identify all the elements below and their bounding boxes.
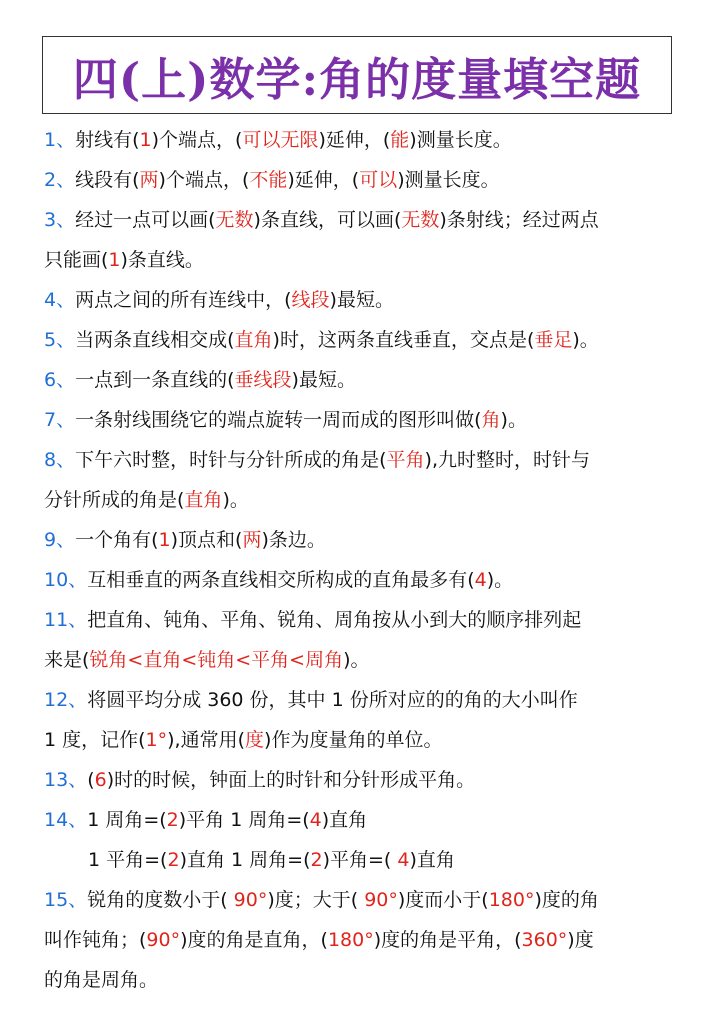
question-text: 把直角、钝角、平角、锐角、周角按从小到大的顺序排列起: [87, 609, 582, 631]
question-line: [44, 120, 684, 160]
question-number: 15、: [44, 889, 88, 911]
question-line: [44, 240, 684, 280]
question-text: )条边。: [261, 529, 326, 551]
question-line: [44, 360, 684, 400]
question-number: 2、: [44, 169, 76, 191]
answer-text: 360°: [521, 929, 568, 951]
question-text: )条直线。: [120, 249, 204, 271]
question-text: ),通常用(: [167, 729, 246, 751]
question-text: 一点到一条直线的(: [75, 369, 235, 391]
question-text: 射线有(: [75, 129, 140, 151]
answer-text: 可以无限: [242, 129, 319, 151]
answer-text: 锐角<直角<钝角<平角<周角: [89, 649, 344, 671]
question-number: 1、: [44, 129, 76, 151]
question-text: 1 平角=(: [88, 849, 168, 871]
question-text: )。: [572, 329, 599, 351]
question-text: )度的角是平角，(: [373, 929, 522, 951]
question-line: [44, 600, 684, 640]
question-text: 1 周角=(: [87, 809, 167, 831]
question-text: 分针所成的角是(: [44, 489, 185, 511]
question-text: )度: [567, 929, 594, 951]
question-number: 12、: [44, 689, 88, 711]
question-line: [44, 960, 684, 1000]
question-line: [44, 680, 684, 720]
answer-text: 能: [390, 129, 410, 151]
question-text: )延伸，(: [287, 169, 360, 191]
answer-text: 1: [158, 529, 171, 551]
question-number: 11、: [44, 609, 88, 631]
answer-text: 无数: [215, 209, 254, 231]
title-box: [42, 36, 672, 114]
question-text: )。: [500, 409, 527, 431]
answer-text: 1: [139, 129, 152, 151]
question-text: 将圆平均分成 360 份，其中 1 份所对应的的角的大小叫作: [87, 689, 578, 711]
answer-text: 90°: [233, 889, 268, 911]
question-text: )延伸，(: [318, 129, 391, 151]
question-line: [44, 880, 684, 920]
question-text: )最短。: [329, 289, 394, 311]
answer-text: 180°: [327, 929, 374, 951]
answer-text: 2: [166, 809, 179, 831]
answer-text: 4: [397, 849, 410, 871]
question-text: )直角: [409, 849, 455, 871]
question-list: [44, 120, 684, 1000]
question-text: )度的角: [534, 889, 599, 911]
question-number: 7、: [44, 409, 76, 431]
answer-text: 度: [245, 729, 265, 751]
question-text: )直角 1 周角=(: [179, 849, 311, 871]
answer-text: 2: [310, 849, 323, 871]
question-text: 一个角有(: [75, 529, 159, 551]
question-text: )度而小于(: [397, 889, 489, 911]
question-text: )测量长度。: [409, 129, 512, 151]
question-text: )度；大于(: [267, 889, 365, 911]
question-text: (: [87, 769, 95, 791]
question-text: )。: [222, 489, 249, 511]
question-line: [44, 560, 684, 600]
question-number: 9、: [44, 529, 76, 551]
answer-text: 平角: [386, 449, 425, 471]
question-text: ),九时整时，时针与: [424, 449, 590, 471]
question-text: )平角=(: [322, 849, 398, 871]
question-text: )条直线，可以画(: [253, 209, 402, 231]
question-line: [44, 840, 684, 880]
question-line: [44, 520, 684, 560]
question-text: )平角 1 周角=(: [178, 809, 310, 831]
question-line: [44, 760, 684, 800]
answer-text: 可以: [359, 169, 398, 191]
question-text: )直角: [321, 809, 368, 831]
question-text: 当两条直线相交成(: [75, 329, 235, 351]
answer-text: 90°: [146, 929, 181, 951]
answer-text: 垂足: [534, 329, 573, 351]
question-line: [44, 280, 684, 320]
question-text: )个端点，(: [151, 129, 243, 151]
question-text: )顶点和(: [170, 529, 243, 551]
question-line: [44, 200, 684, 240]
question-number: 8、: [44, 449, 76, 471]
question-line: [44, 440, 684, 480]
question-text: )时，这两条直线垂直，交点是(: [272, 329, 535, 351]
answer-text: 1: [108, 249, 121, 271]
page-title: 四(上)数学:角的度量填空题: [72, 52, 642, 106]
answer-text: 线段: [291, 289, 330, 311]
question-text: 叫作钝角；(: [44, 929, 147, 951]
answer-text: 无数: [401, 209, 440, 231]
question-text: )最短。: [291, 369, 356, 391]
question-text: )条射线；经过两点: [439, 209, 599, 231]
question-line: [44, 400, 684, 440]
answer-text: 不能: [249, 169, 288, 191]
question-text: )。: [486, 569, 514, 591]
question-text: )度的角是直角，(: [180, 929, 328, 951]
question-text: 两点之间的所有连线中，(: [75, 289, 292, 311]
question-text: )。: [343, 649, 370, 671]
question-line: [44, 920, 684, 960]
answer-text: 4: [309, 809, 322, 831]
question-text: 互相垂直的两条直线相交所构成的直角最多有(: [87, 569, 475, 591]
answer-text: 180°: [488, 889, 535, 911]
question-text: )个端点，(: [158, 169, 250, 191]
question-text: 经过一点可以画(: [75, 209, 216, 231]
question-line: [44, 160, 684, 200]
answer-text: 4: [474, 569, 487, 591]
answer-text: 角: [481, 409, 501, 431]
question-number: 14、: [44, 809, 88, 831]
question-line: [44, 720, 684, 760]
question-number: 13、: [44, 769, 88, 791]
question-number: 3、: [44, 209, 76, 231]
question-text: 来是(: [44, 649, 90, 671]
question-number: 5、: [44, 329, 76, 351]
question-number: 10、: [44, 569, 88, 591]
answer-text: 1°: [145, 729, 168, 751]
question-text: 下午六时整，时针与分针所成的角是(: [75, 449, 387, 471]
question-line: [44, 640, 684, 680]
question-text: )时的时候，钟面上的时针和分针形成平角。: [106, 769, 476, 791]
question-text: 线段有(: [75, 169, 140, 191]
answer-text: 直角: [184, 489, 223, 511]
answer-text: 2: [167, 849, 180, 871]
question-text: )测量长度。: [397, 169, 500, 191]
question-line: [44, 480, 684, 520]
question-number: 4、: [44, 289, 76, 311]
question-line: [44, 800, 684, 840]
answer-text: 两: [242, 529, 262, 551]
question-text: 只能画(: [44, 249, 109, 271]
answer-text: 两: [139, 169, 159, 191]
question-line: [44, 320, 684, 360]
answer-text: 垂线段: [234, 369, 292, 391]
answer-text: 90°: [364, 889, 398, 911]
answer-text: 直角: [234, 329, 273, 351]
question-number: 6、: [44, 369, 76, 391]
question-text: 的角是周角。: [44, 969, 159, 991]
answer-text: 6: [94, 769, 107, 791]
question-text: 1 度，记作(: [44, 729, 146, 751]
question-text: 一条射线围绕它的端点旋转一周而成的图形叫做(: [75, 409, 482, 431]
question-text: 锐角的度数小于(: [87, 889, 234, 911]
question-text: )作为度量角的单位。: [264, 729, 443, 751]
